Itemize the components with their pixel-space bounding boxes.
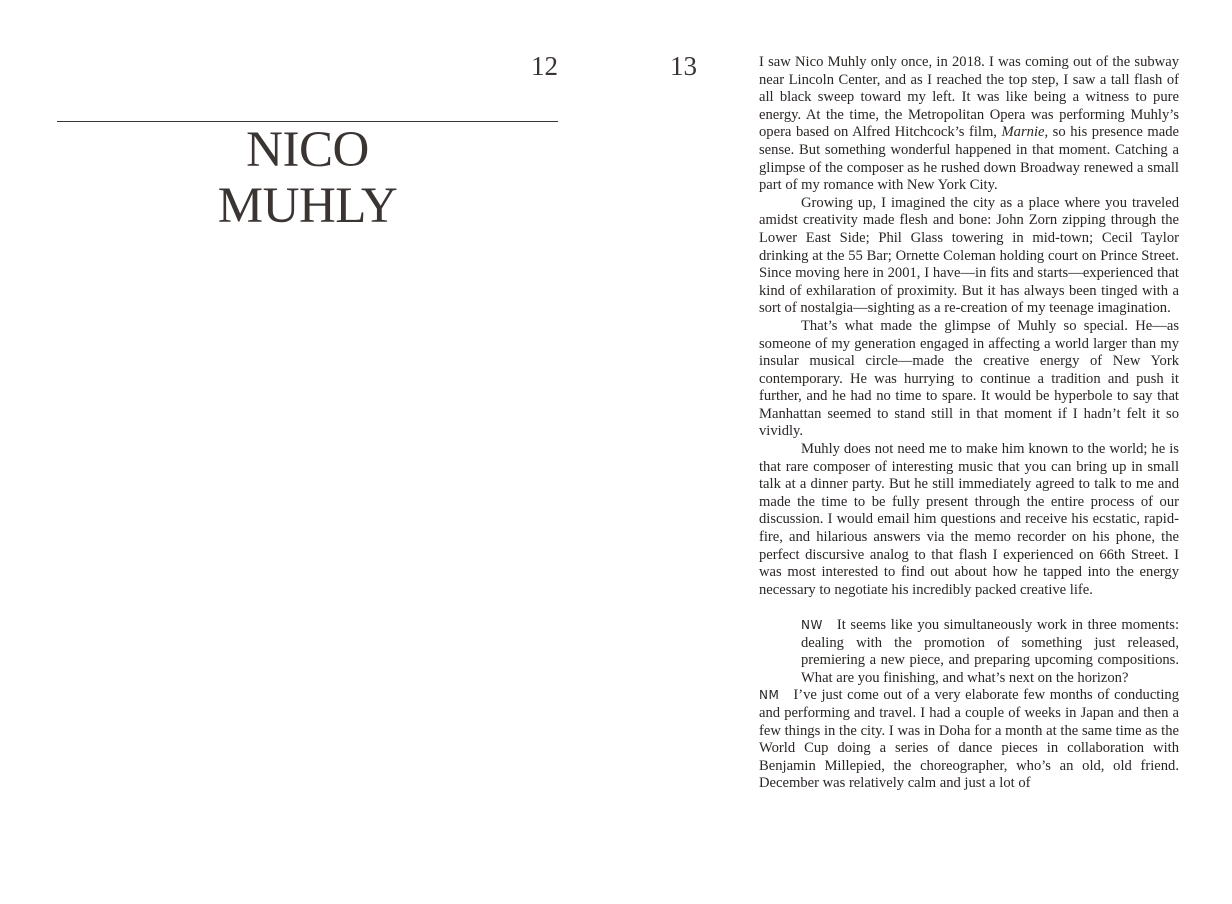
page-number-left: 12 bbox=[531, 51, 558, 81]
title-line-1: NICO bbox=[246, 122, 369, 178]
answer-text: I’ve just come out of a very elaborate few months of conducting and performing and travel. I had a couple of weeks in Japan and then a few things in the city. I was in Doha for a month at the same time as the World Cup doing a series of dance pieces in collaboration with Benjamin Millepied, the choreographer, who’s an old, old friend. December was relatively calm and just a lot of bbox=[759, 687, 1179, 792]
question-text: It seems like you simultaneously work in three moments: dealing with the promotion of something just released, premiering a new piece, and preparing upcoming compositions. What are you finishing, and what’s next on the horizon? bbox=[801, 617, 1179, 686]
section-spacer bbox=[759, 599, 1179, 617]
article-body bbox=[759, 54, 1179, 793]
paragraph-1-text-b: , so his presence made sense. But something wonderful happened in that moment. Catching a glimpse of the composer as he rushed down Broadway renewed a small part of my romance with New York City. bbox=[759, 124, 1179, 194]
interview-answer bbox=[759, 687, 1179, 793]
paragraph-4: Muhly does not need me to make him known to the world; he is that rare composer of interesting music that you can bring up in small talk at a dinner party. But he still immediately agreed to talk to me and made the time to be fully present through the entire process of our discussion. I would email him questions and receive his ecstatic, rapid-fire, and hilarious answers via the memo recorder on his phone, the perfect discursive analog to that flash I experienced on 66th Street. I was most interested to find out about how he tapped into the energy necessary to negotiate his incredibly packed creative life. bbox=[759, 441, 1179, 598]
title-line-2: MUHLY bbox=[217, 178, 398, 234]
speaker-tag-nw: NW bbox=[801, 618, 823, 632]
speaker-tag-nm: NM bbox=[759, 688, 780, 703]
film-title: Marnie bbox=[1001, 124, 1045, 141]
paragraph-2: Growing up, I imagined the city as a place where you traveled amidst creativity made flesh and bone: John Zorn zipping through the Lower East Side; Phil Glass towering in mid-town; Cecil Taylor drinking at the 55 Bar; Ornette Coleman holding court on Prince Street. Since moving here in 2001, I have—in fits and starts—experienced that kind of exhilaration of proximity. But it has always been tinged with a sort of nostalgia—sighting as a re-creation of my teenage imagination. bbox=[759, 194, 1179, 317]
page-number-right: 13 bbox=[670, 51, 697, 81]
interview-question bbox=[801, 617, 1179, 687]
paragraph-3: That’s what made the glimpse of Muhly so special. He—as someone of my generation engaged in affecting a world larger than my insular musical circle—made the creative energy of New York contemporary. He was hurrying to continue a tradition and push it further, and he had no time to spare. It would be hyperbole to say that Manhattan seemed to stand still in that moment if I hadn’t felt it so vividly. bbox=[759, 317, 1179, 440]
article-title bbox=[57, 122, 558, 234]
paragraph-1-text-a: I saw Nico Muhly only once, in 2018. I was coming out of the subway near Lincoln Center, and as I reached the top step, I saw a tall flash of all black sweep toward my left. It was like being a witness to pure energy. At the time, the Metropolitan Opera was performing Muhly’s opera based on Alfred Hitchcock’s film, bbox=[759, 54, 1179, 141]
paragraph-1 bbox=[759, 54, 1179, 195]
